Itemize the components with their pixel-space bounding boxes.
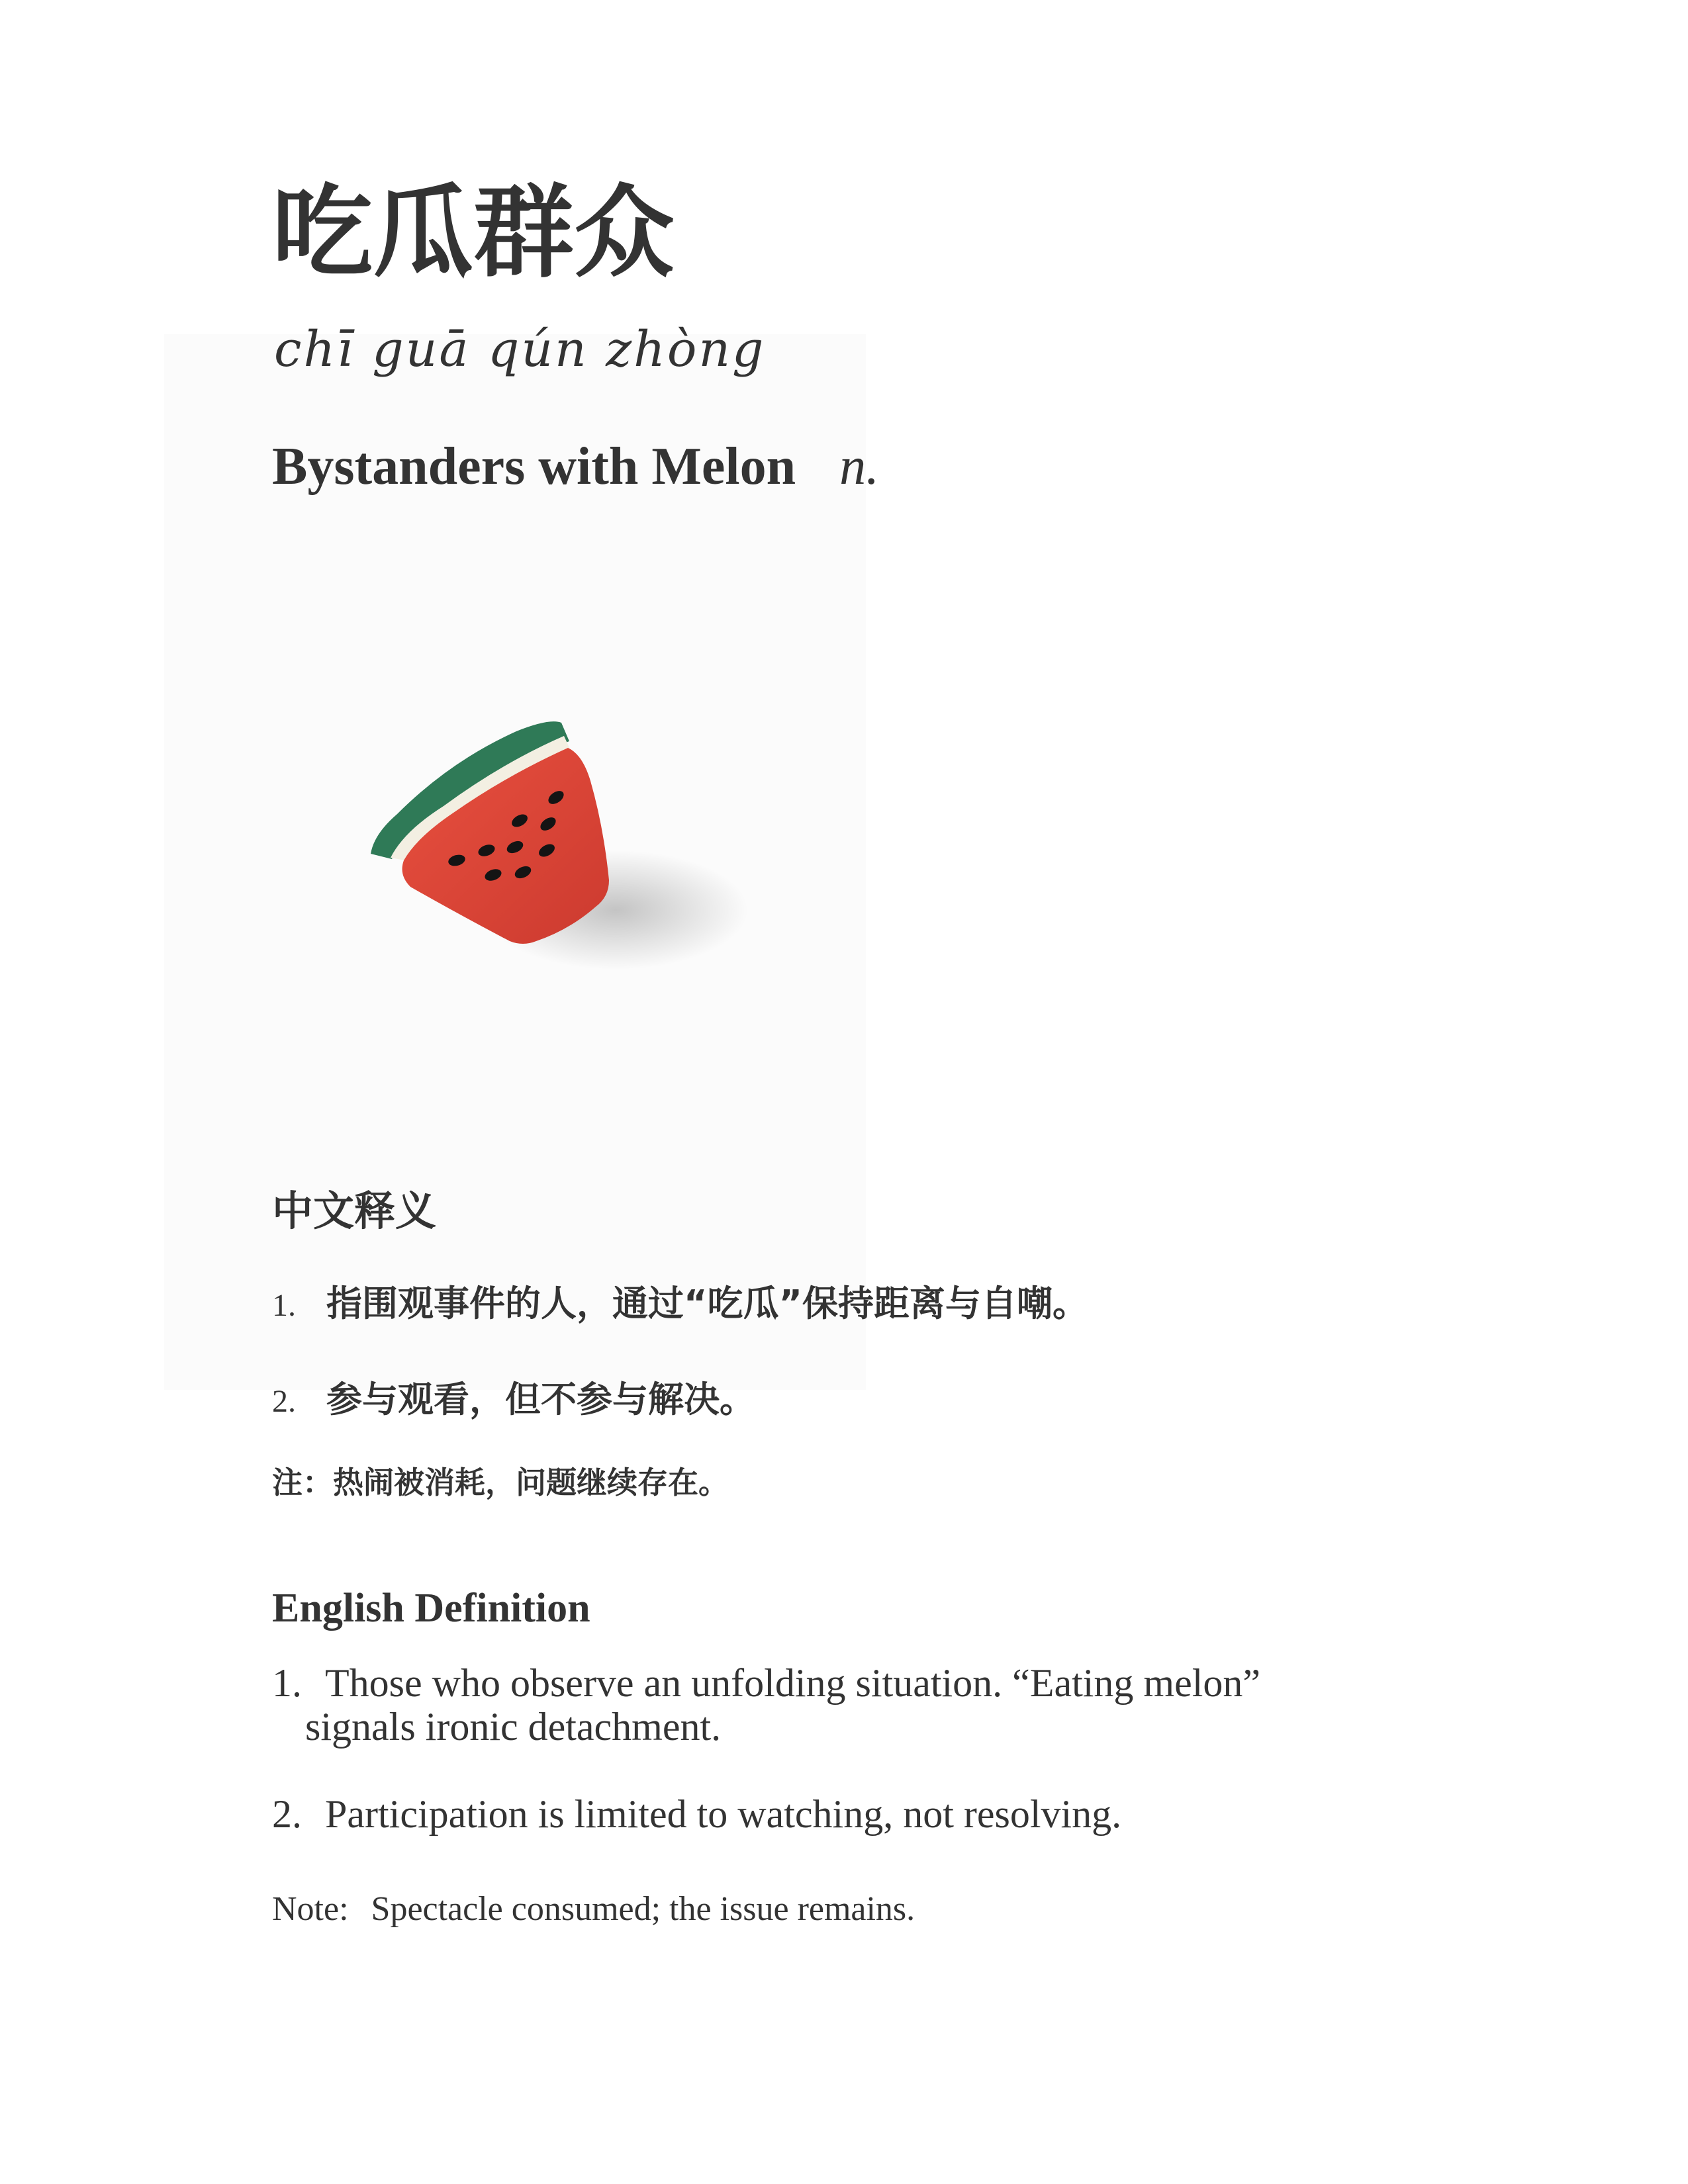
gloss-text: Bystanders with Melon: [272, 437, 796, 496]
note-label: Note:: [272, 1890, 349, 1928]
item-text: Participation is limited to watching, not resolving.: [325, 1792, 1122, 1836]
watermelon-slice-icon: [357, 702, 794, 1046]
english-definition-item-2: [272, 1792, 1121, 1836]
chinese-definition-item-1: [272, 1277, 1088, 1332]
english-note: [272, 1886, 915, 1933]
part-of-speech: n.: [839, 437, 880, 496]
item-number: 1.: [272, 1661, 302, 1705]
english-definition-heading: English Definition: [272, 1586, 590, 1631]
item-number: 1.: [272, 1288, 296, 1323]
item-text: 指围观事件的人，通过“吃瓜”保持距离与自嘲。: [326, 1283, 1088, 1324]
headword: 吃瓜群众: [272, 174, 675, 291]
chinese-note: 注：热闹被消耗，问题继续存在。: [272, 1465, 729, 1500]
item-text-line-1: Those who observe an unfolding situation. “Eating melon”: [325, 1661, 1261, 1705]
item-number: 2.: [272, 1384, 296, 1419]
english-gloss: [272, 433, 879, 500]
note-text: Spectacle consumed; the issue remains.: [371, 1890, 915, 1928]
pinyin: chī guā qún zhòng: [274, 321, 766, 378]
item-number: 2.: [272, 1792, 302, 1836]
chinese-definition-heading: 中文释义: [272, 1187, 437, 1235]
item-text: 参与观看，但不参与解决。: [326, 1379, 755, 1420]
english-definition-item-1: [272, 1661, 1260, 1749]
item-text-line-2: signals ironic detachment.: [305, 1705, 722, 1749]
chinese-definition-item-2: [272, 1373, 755, 1428]
